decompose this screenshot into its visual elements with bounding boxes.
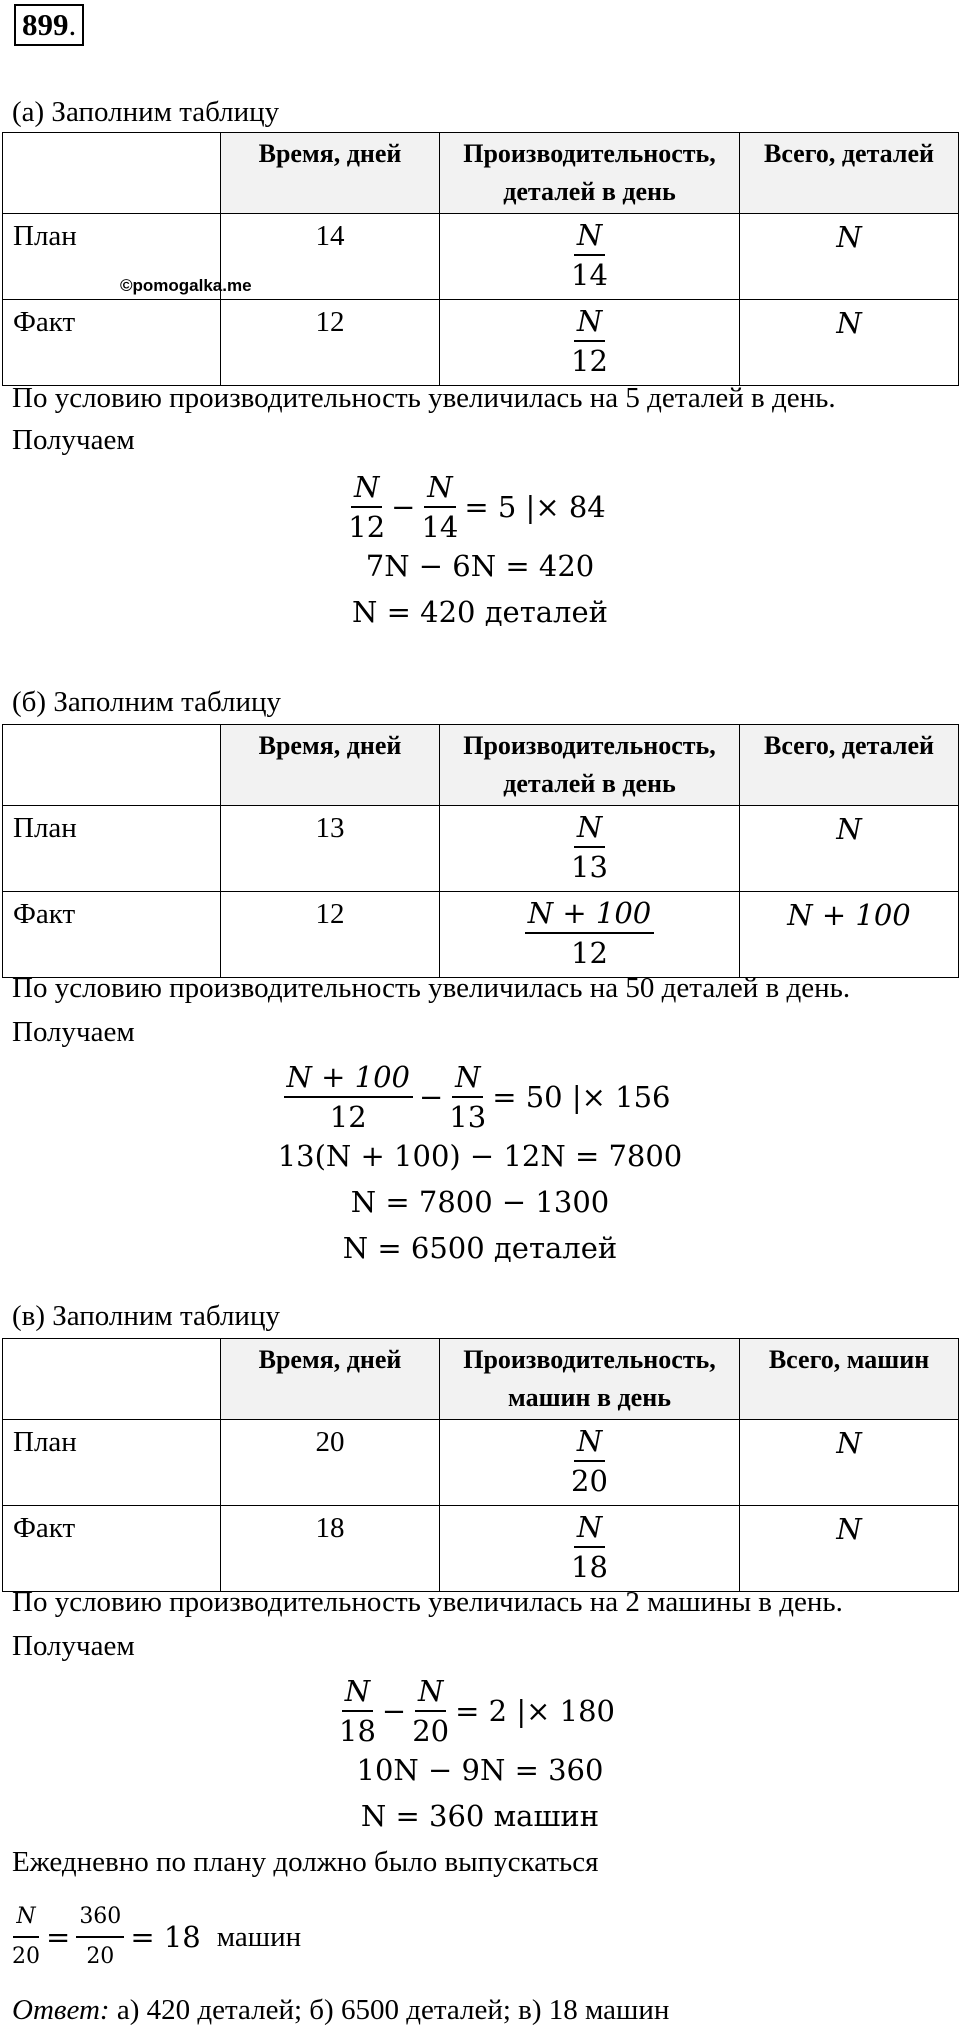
productivity-cell [440,214,740,300]
minus-sign: − [391,490,416,524]
section-c-equation-1 [0,1670,960,1750]
total-cell: N + 100 [740,892,959,978]
section-b-intro: (б) Заполним таблицу [12,686,282,718]
equation-rhs: = 50 |× 156 [492,1080,671,1114]
table-header-cell: Время, дней [221,725,440,806]
answer-line [12,1990,669,2030]
section-b-table [2,724,959,978]
time-cell: 14 [221,214,440,300]
fraction-denominator: 18 [339,1714,376,1748]
daily-unit: машин [216,1921,302,1953]
table-row [3,1420,959,1506]
fraction-numerator: N [415,1672,446,1712]
minus-sign: − [381,1694,407,1728]
total-cell: N [740,214,959,300]
fraction-denominator: 13 [449,1100,487,1134]
section-c-result-word: Получаем [12,1630,135,1662]
time-cell: 12 [221,300,440,386]
table-header-row [3,725,959,806]
total-cell: N [740,1506,959,1592]
section-b-result-word: Получаем [12,1016,135,1048]
daily-text: Ежедневно по плану должно было выпускаться [12,1846,599,1878]
productivity-cell [440,1506,740,1592]
table-row [3,806,959,892]
table-header-cell [3,1339,221,1420]
time-cell: 12 [221,892,440,978]
fraction-numerator: N + 100 [525,894,654,934]
table-row [3,300,959,386]
fraction-denominator: 12 [329,1100,367,1134]
section-a-equation-1 [0,466,960,546]
section-c-table [2,1338,959,1592]
daily-result: = 18 [130,1920,201,1954]
fraction-numerator: N [452,1058,483,1098]
watermark: ©pomogalka.me [120,276,252,295]
row-label: План [3,806,221,892]
section-b-equation-1 [0,1056,960,1136]
table-row [3,892,959,978]
fraction-numerator: N [574,216,605,256]
section-a-table [2,132,959,386]
problem-number: 899. [14,4,84,46]
productivity-cell [440,300,740,386]
total-cell: N [740,300,959,386]
section-b-equation-2: 13(N + 100) − 12N = 7800 [277,1139,683,1173]
row-label: План [3,214,221,300]
table-header-row [3,1339,959,1420]
fraction-numerator: N [351,468,382,508]
fraction-denominator: 12 [348,510,386,544]
row-label: Факт [3,892,221,978]
section-c-equation-2: 10N − 9N = 360 [356,1753,604,1787]
table-header-cell: Всего, машин [740,1339,959,1420]
section-a-equation-3: N = 420 деталей [352,595,608,629]
fraction-numerator: N [424,468,455,508]
daily-calculation: $\frac{N}{20}$ = $\frac{360}{20}$ = 18 машин [12,1884,301,1976]
equation-rhs: = 5 |× 84 [464,490,606,524]
fraction-denominator: 14 [421,510,459,544]
table-header-cell: Производительность, деталей в день [440,725,740,806]
fraction-numerator: N + 100 [284,1058,413,1098]
minus-sign: − [418,1080,444,1114]
productivity-cell [440,1420,740,1506]
table-header-cell: Производительность, машин в день [440,1339,740,1420]
total-cell: N [740,1420,959,1506]
fraction-denominator: 12 [571,344,608,378]
fraction-numerator: N [342,1672,373,1712]
row-label: Факт [3,1506,221,1592]
productivity-cell [440,892,740,978]
fraction-denominator: 14 [571,258,608,292]
fraction-denominator: 18 [571,1550,608,1584]
table-header-cell: Всего, деталей [740,725,959,806]
table-header-cell [3,725,221,806]
fraction-numerator: N [574,1508,605,1548]
fraction-numerator: 360 [76,1898,124,1938]
fraction-numerator: N [574,808,605,848]
time-cell: 13 [221,806,440,892]
table-header-cell: Время, дней [221,1339,440,1420]
section-b-equation-3: N = 7800 − 1300 [350,1185,610,1219]
table-header-cell [3,133,221,214]
table-header-cell: Время, дней [221,133,440,214]
table-header-cell: Производительность, деталей в день [440,133,740,214]
table-header-cell: Всего, деталей [740,133,959,214]
time-cell: 18 [221,1506,440,1592]
row-label: План [3,1420,221,1506]
fraction-numerator: N [574,1422,605,1462]
section-c-condition: По условию производительность увеличилась на 2 машины в день. [12,1586,843,1618]
time-cell: 20 [221,1420,440,1506]
fraction-denominator: 20 [86,1944,115,1969]
section-c-equation-3: N = 360 машин [360,1799,600,1833]
answer-label: Ответ: [12,1994,110,2026]
equation-rhs: = 2 |× 180 [455,1694,615,1728]
section-c-intro: (в) Заполним таблицу [12,1300,280,1332]
table-header-row [3,133,959,214]
section-a-intro: (а) Заполним таблицу [12,96,280,128]
fraction-denominator: 20 [12,1944,40,1969]
section-a-result-word: Получаем [12,424,135,456]
answer-text: а) 420 деталей; б) 6500 деталей; в) 18 машин [109,1994,670,2026]
section-b-equation-4: N = 6500 деталей [342,1231,618,1265]
fraction-numerator: N [13,1898,38,1938]
section-a-condition: По условию производительность увеличилась на 5 деталей в день. [12,382,836,414]
section-a-equation-2: 7N − 6N = 420 [365,549,595,583]
fraction-denominator: 12 [571,936,608,970]
fraction-denominator: 20 [571,1464,608,1498]
productivity-cell [440,806,740,892]
fraction-denominator: 20 [412,1714,450,1748]
fraction-denominator: 13 [571,850,608,884]
row-label: Факт [3,300,221,386]
total-cell: N [740,806,959,892]
fraction-numerator: N [574,302,605,342]
table-row [3,1506,959,1592]
section-b-condition: По условию производительность увеличилась на 50 деталей в день. [12,972,851,1004]
